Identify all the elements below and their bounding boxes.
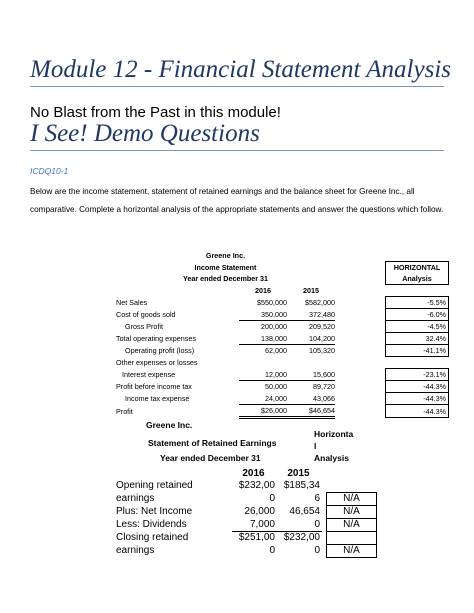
- re-horizontal-label: Horizonta l Analysis: [314, 429, 354, 463]
- table-row: Total operating expenses 138,000 104,200 32.4%: [116, 333, 449, 345]
- re-title: Statement of Retained Earnings: [148, 438, 277, 448]
- table-row: Gross Profit 200,000 209,520 -4.5%: [116, 321, 449, 333]
- table-row: Profit before income tax 50,000 89,720 -44.3%: [116, 381, 449, 393]
- table-row: Operating profit (loss) 62,000 105,320 -41.1%: [116, 345, 449, 357]
- table-row: earnings 0 0 N/A: [116, 545, 377, 558]
- section-title: I See! Demo Questions: [30, 120, 260, 147]
- is-col-2016: 2016: [255, 286, 271, 295]
- table-row: Plus: Net Income 26,000 46,654 N/A: [116, 506, 377, 519]
- heading-rule: [30, 86, 444, 87]
- table-row: Less: Dividends 7,000 0 N/A: [116, 519, 377, 532]
- re-col-2016: 2016: [242, 468, 265, 479]
- page-heading: Module 12 - Financial Statement Analysis: [30, 56, 451, 83]
- subheading: No Blast from the Past in this module!: [30, 104, 281, 121]
- table-row: Profit $26,000 $46,654 -44.3%: [116, 405, 449, 418]
- table-row: Other expenses or losses: [116, 358, 198, 367]
- is-col-2015: 2015: [303, 286, 319, 295]
- table-row: earnings 0 6 N/A: [116, 493, 377, 506]
- is-period: Year ended December 31: [182, 274, 269, 284]
- table-row: Income tax expense 24,000 43,066 -44.3%: [116, 393, 449, 405]
- table-row: Opening retained $232,00 $185,34: [116, 480, 320, 492]
- table-row: Closing retained $251,00 $232,00: [116, 532, 377, 545]
- is-analysis-label: Analysis: [386, 273, 449, 285]
- is-title: Income Statement: [194, 262, 257, 272]
- is-company: Greene Inc.: [205, 251, 246, 261]
- table-row: Interest expense 12,000 15,600 -23.1%: [116, 369, 449, 381]
- table-row: Cost of goods sold 350,000 372,480 -6.0%: [116, 309, 449, 321]
- instructions-paragraph: Below are the income statement, statement of retained earnings and the balance sheet for Greene Inc., all comparative. Complete a horizontal analysis of the appropriate statements and answer the questions which follow.: [30, 187, 444, 214]
- re-company: Greene Inc.: [146, 420, 193, 430]
- retained-earnings: [116, 468, 377, 558]
- is-horizontal-label: HORIZONTAL: [386, 262, 449, 274]
- table-row: Net Sales $550,000 $582,000 -5.5%: [116, 297, 449, 309]
- question-code: ICDQ10-1: [30, 166, 69, 176]
- re-period: Year ended December 31: [160, 453, 261, 463]
- re-col-2015: 2015: [287, 468, 310, 479]
- income-statement: [116, 250, 456, 419]
- section-rule: [30, 150, 444, 151]
